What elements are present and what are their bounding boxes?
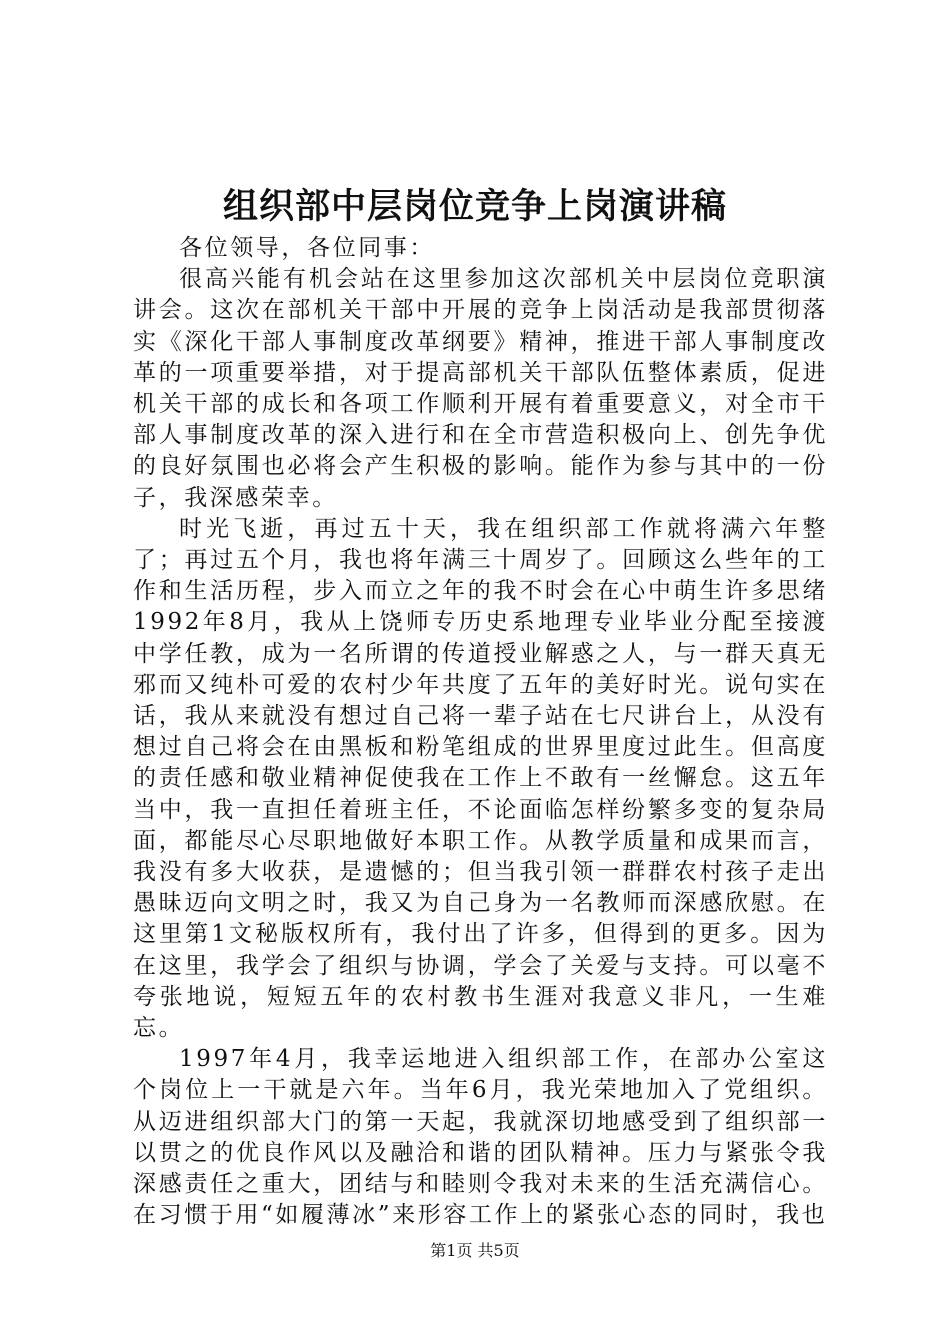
body-paragraph: 很高兴能有机会站在这里参加这次部机关中层岗位竞职演讲会。这次在部机关干部中开展的竞争上岗活动是我部贯彻落实《深化干部人事制度改革纲要》精神，推进干部人事制度改革的一项重要举措，对于提高部机关干部队伍整体素质，促进机关干部的成长和各项工作顺利开展有着重要意义，对全市干部人事制度改革的深入进行和在全市营造积极向上、创先争优的良好氛围也必将会产生积极的影响。能作为参与其中的一份子，我深感荣幸。 xyxy=(133,266,828,511)
document-body xyxy=(133,233,828,1232)
page-title: 组织部中层岗位竞争上岗演讲稿 xyxy=(222,186,727,227)
body-paragraph: 1997年4月，我幸运地进入组织部工作，在部办公室这个岗位上一干就是六年。当年6月，我光荣地加入了党组织。从迈进组织部大门的第一天起，我就深切地感受到了组织部一以贯之的优良作风以及融洽和谐的团队精神。压力与紧张令我深感责任之重大，团结与和睦则令我对未来的生活充满信心。在习惯于用“如履薄冰”来形容工作上的紧张心态的同时，我也 xyxy=(133,1046,828,1229)
page-footer: 第1页 共5页 xyxy=(430,1241,520,1260)
body-paragraph: 时光飞逝，再过五十天，我在组织部工作就将满六年整了；再过五个月，我也将年满三十周岁了。回顾这么些年的工作和生活历程，步入而立之年的我不时会在心中萌生许多思绪1992年8月，我从上饶师专历史系地理专业毕业分配至接渡中学任教，成为一名所谓的传道授业解惑之人，与一群天真无邪而又纯朴可爱的农村少年共度了五年的美好时光。说句实在话，我从来就没有想过自己将一辈子站在七尺讲台上，从没有想过自己将会在由黑板和粉笔组成的世界里度过此生。但高度的责任感和敬业精神促使我在工作上不敢有一丝懈怠。这五年当中，我一直担任着班主任，不论面临怎样纷繁多变的复杂局面，都能尽心尽职地做好本职工作。从教学质量和成果而言，我没有多大收获，是遗憾的；但当我引领一群群农村孩子走出愚昧迈向文明之时，我又为自己身为一名教师而深感欣慰。在这里第1文秘版权所有，我付出了许多，但得到的更多。因为在这里，我学会了组织与协调，学会了关爱与支持。可以毫不夸张地说，短短五年的农村教书生涯对我意义非凡，一生难忘。 xyxy=(133,515,828,1042)
salutation-paragraph: 各位领导，各位同事： xyxy=(179,235,435,261)
